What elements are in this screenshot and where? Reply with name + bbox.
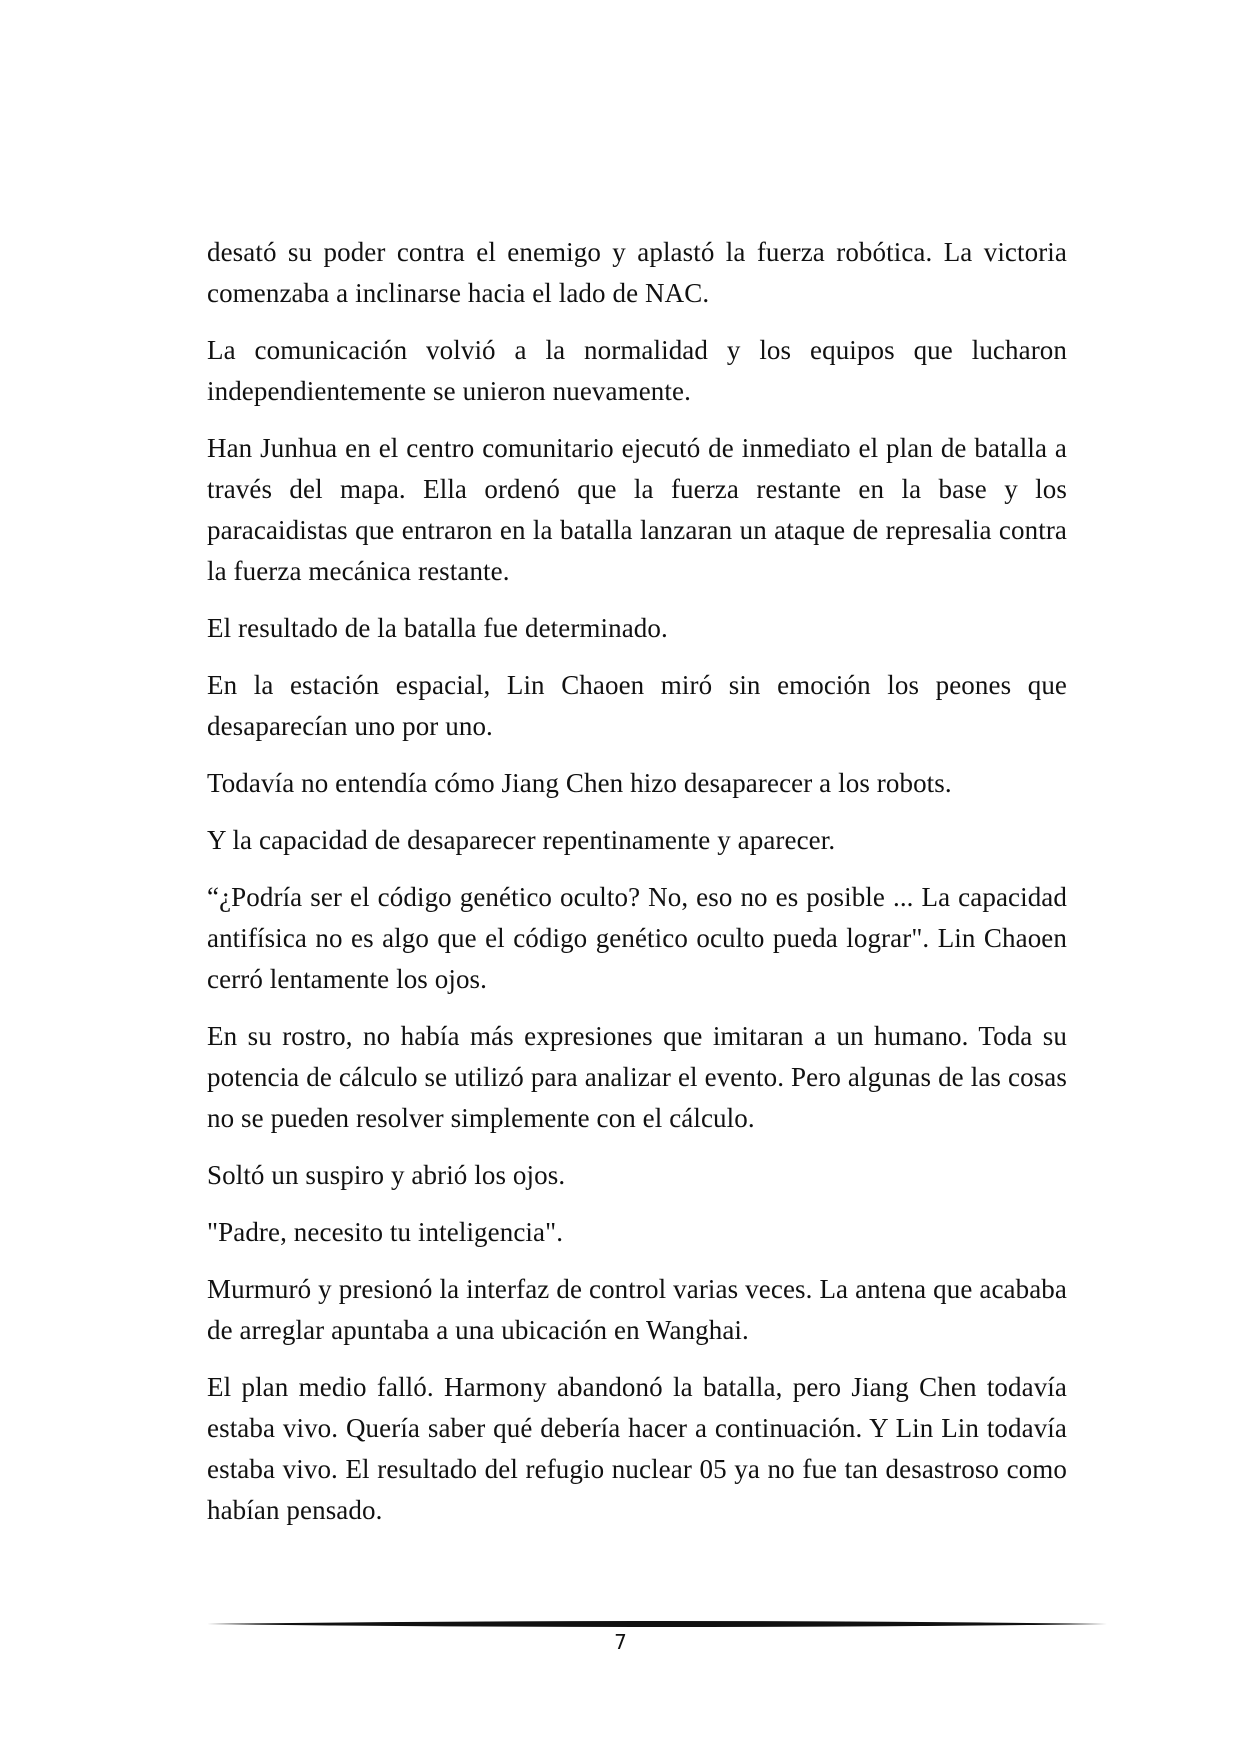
page-number: 7 [614,1630,627,1654]
paragraph-13: El plan medio falló. Harmony abandonó la batalla, pero Jiang Chen todavía estaba vivo. Quería saber qué debería hacer a continuación. Y Lin Lin todavía estaba vivo. El resultado del refugio nuclear 05 ya no fue tan desastroso como habían pensado. [207,1372,1067,1525]
paragraph-2: La comunicación volvió a la normalidad y los equipos que lucharon independientemente se unieron nuevamente. [207,335,1067,406]
paragraph-3: Han Junhua en el centro comunitario ejecutó de inmediato el plan de batalla a través del mapa. Ella ordenó que la fuerza restante en la base y los paracaidistas que entraron en la batalla lanzaran un ataque de represalia contra la fuerza mecánica restante. [207,433,1067,586]
paragraph-5: En la estación espacial, Lin Chaoen miró sin emoción los peones que desaparecían uno por uno. [207,670,1067,741]
paragraph-4: El resultado de la batalla fue determinado. [207,613,668,643]
paragraph-6: Todavía no entendía cómo Jiang Chen hizo desaparecer a los robots. [207,768,952,798]
paragraph-9: En su rostro, no había más expresiones que imitaran a un humano. Toda su potencia de cálculo se utilizó para analizar el evento. Pero algunas de las cosas no se pueden resolver simplemente con el cálculo. [207,1021,1067,1133]
footer-divider [207,1618,1107,1630]
paragraph-10: Soltó un suspiro y abrió los ojos. [207,1160,566,1190]
paragraph-1: desató su poder contra el enemigo y aplastó la fuerza robótica. La victoria comenzaba a inclinarse hacia el lado de NAC. [207,237,1067,308]
paragraph-7: Y la capacidad de desaparecer repentinamente y aparecer. [207,825,836,855]
paragraph-11: "Padre, necesito tu inteligencia". [207,1217,564,1247]
paragraph-12: Murmuró y presionó la interfaz de control varias veces. La antena que acababa de arreglar apuntaba a una ubicación en Wanghai. [207,1274,1067,1345]
paragraph-8: “¿Podría ser el código genético oculto? No, eso no es posible ... La capacidad antifísica no es algo que el código genético oculto pueda lograr". Lin Chaoen cerró lentamente los ojos. [207,882,1067,994]
page-body [207,232,1067,1547]
